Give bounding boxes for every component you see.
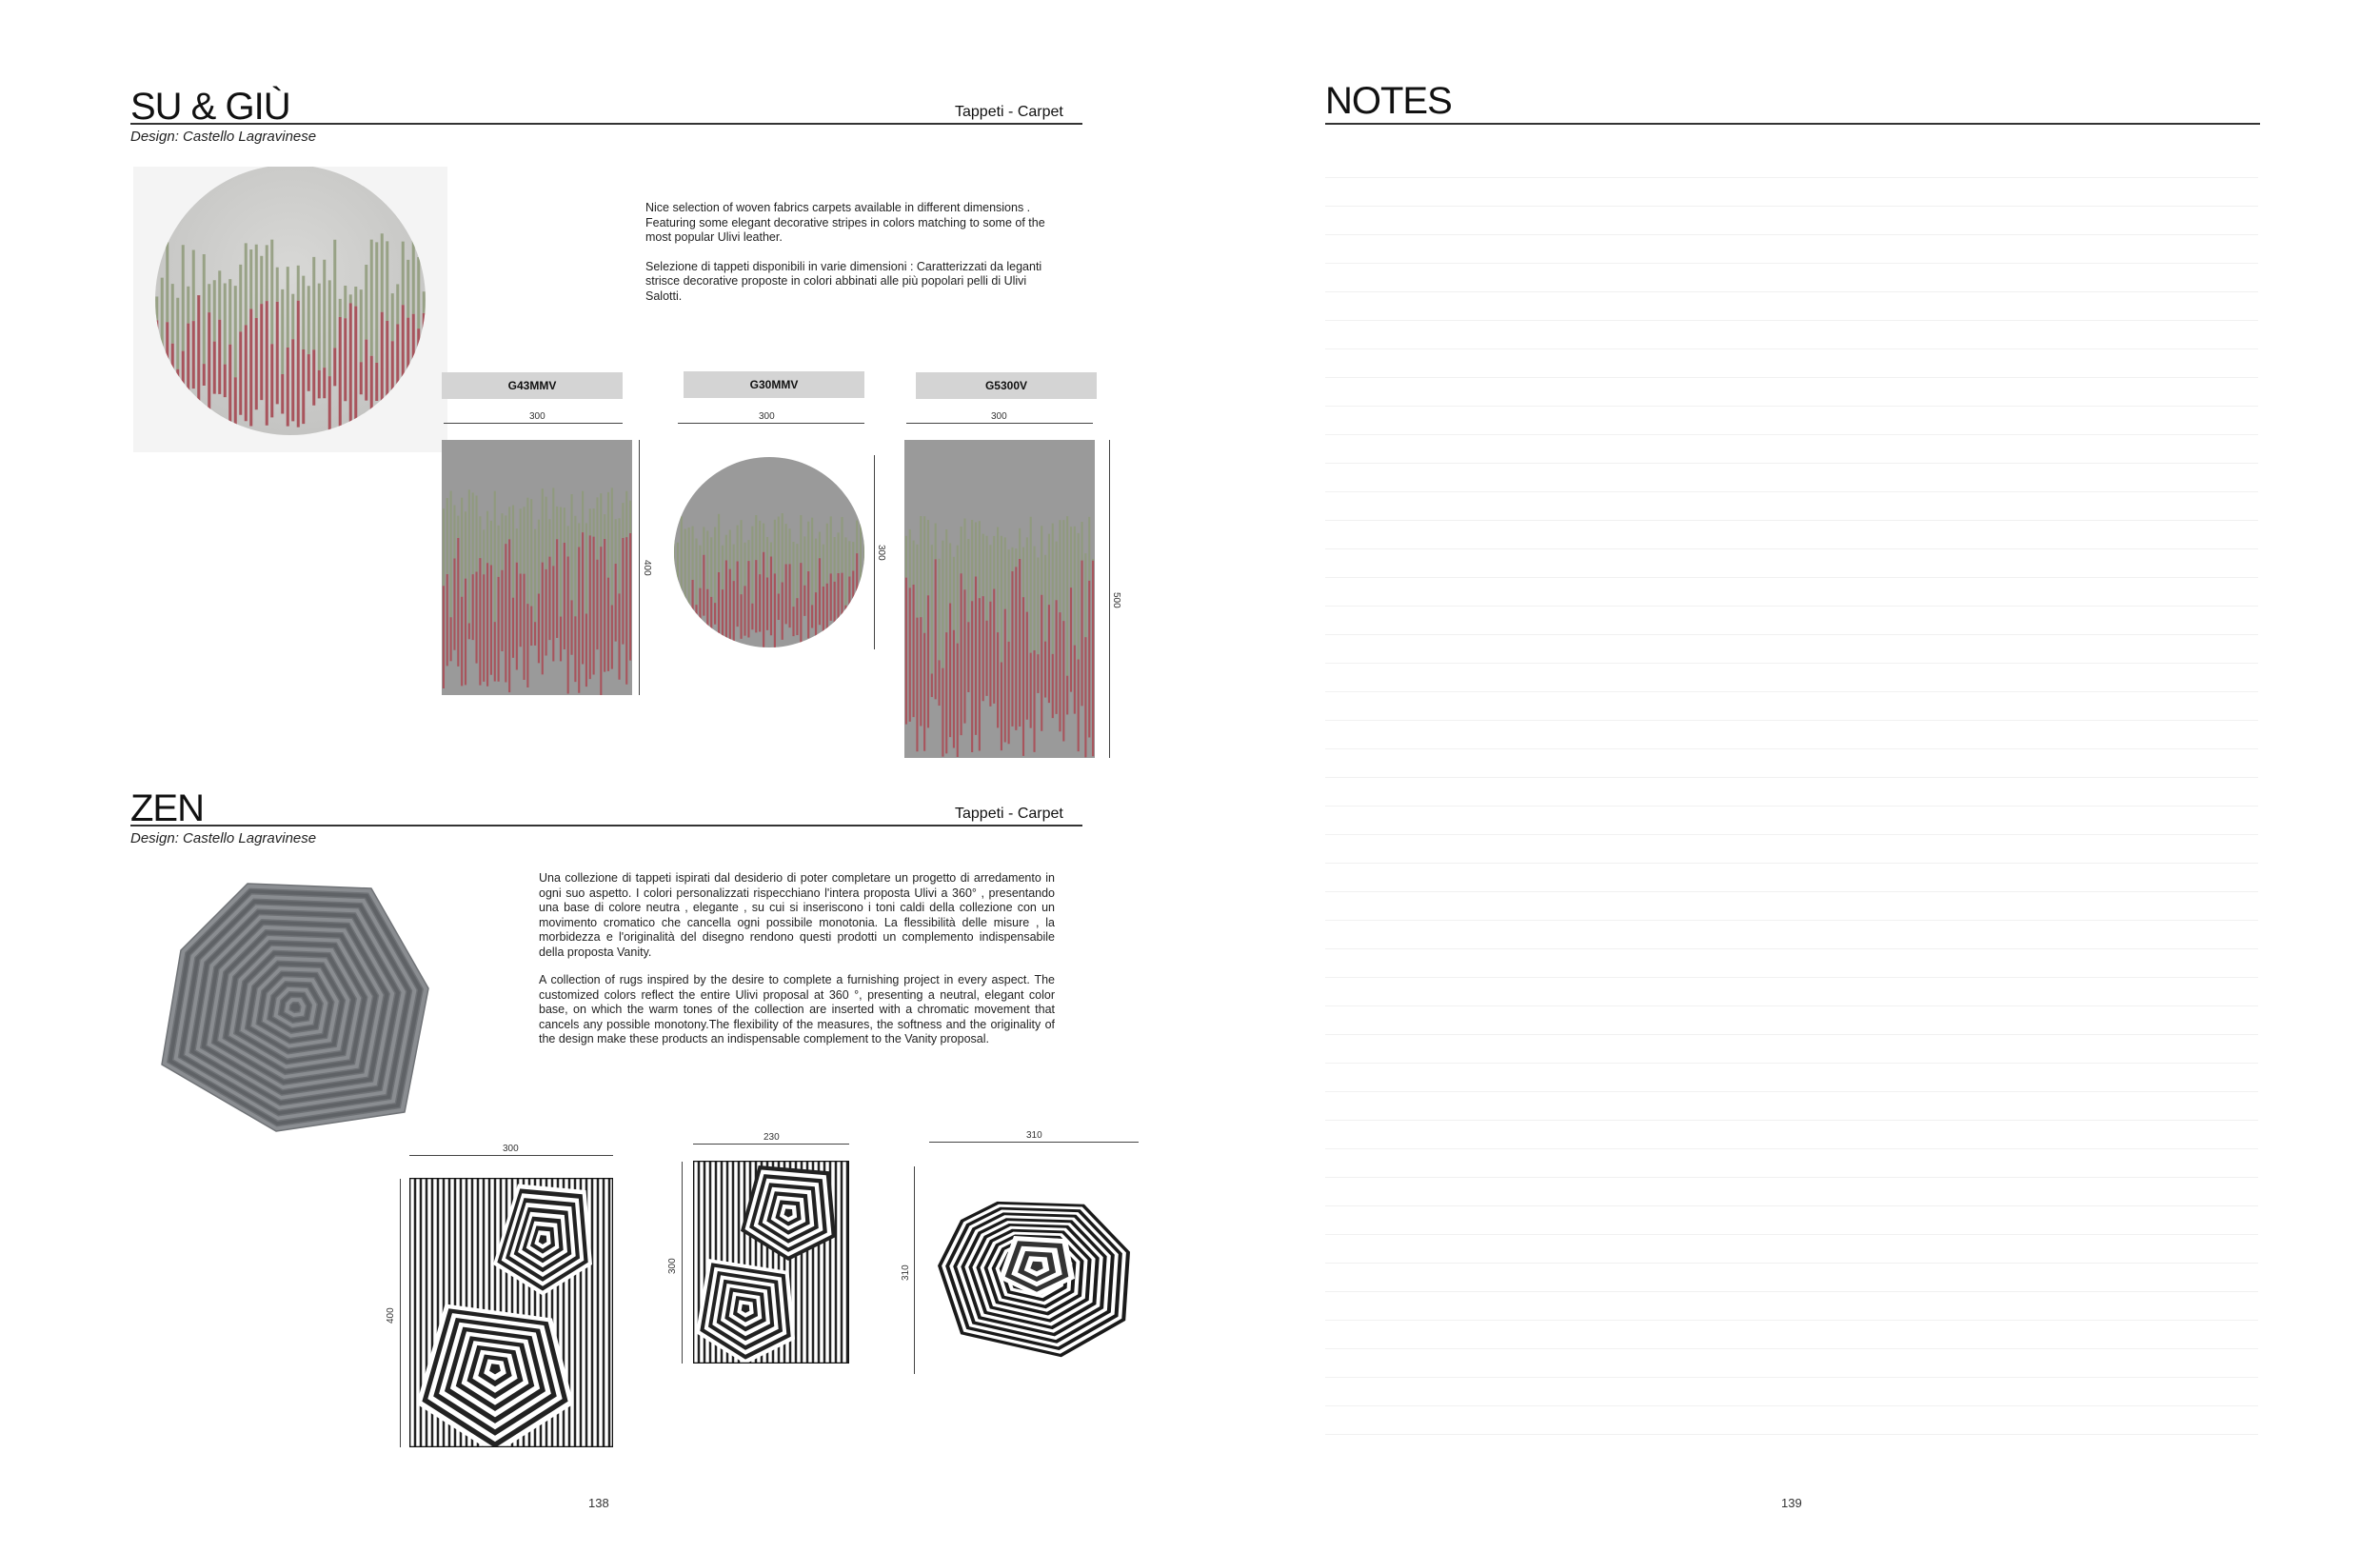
width-dimension: 300	[503, 1144, 519, 1154]
notes-line	[1325, 320, 2258, 321]
width-dimension-line	[906, 423, 1093, 424]
notes-line	[1325, 891, 2258, 892]
notes-rule	[1325, 123, 2260, 125]
notes-line	[1325, 1291, 2258, 1292]
notes-line	[1325, 1091, 2258, 1092]
designer-label: Design: Castello Lagravinese	[130, 830, 317, 846]
notes-line	[1325, 1205, 2258, 1206]
section-title-zen: ZEN	[130, 787, 204, 829]
notes-line	[1325, 463, 2258, 464]
width-dimension: 300	[759, 411, 775, 422]
width-dimension-line	[929, 1142, 1139, 1143]
rug-drawing-g43mmv	[442, 440, 632, 695]
notes-line	[1325, 177, 2258, 178]
zen-rug-drawing-3	[927, 1164, 1140, 1377]
width-dimension: 310	[1026, 1130, 1042, 1141]
description-it: Una collezione di tappeti ispirati dal desiderio di poter completare un progetto di arredamento in ogni suo aspetto. I colori personalizzati rispecchiano l'intera proposta Ulivi a 360° , presentando una base di colore neutra , elegante , su cui si inseriscono i toni caldi della collezione con un movimento cromatico che cancella ogni possibile monotonia. La flessibilità delle misure , la morbidezza e l'originalità del disegno rendono questi prodotti un complemento indispensabile della proposta Vanity.	[539, 871, 1055, 959]
height-dimension: 310	[901, 1264, 911, 1281]
notes-line	[1325, 1063, 2258, 1064]
variant-code-g5300v: G5300V	[916, 372, 1097, 399]
width-dimension: 230	[764, 1132, 780, 1143]
notes-line	[1325, 348, 2258, 349]
notes-line	[1325, 1263, 2258, 1264]
notes-line	[1325, 577, 2258, 578]
height-dimension-line	[874, 455, 875, 649]
notes-line	[1325, 720, 2258, 721]
description-en: Nice selection of woven fabrics carpets available in different dimensions . Featuring some elegant decorative stripes in colors matching to some of the most popular Ulivi leather.	[645, 201, 1045, 244]
notes-line	[1325, 777, 2258, 778]
notes-line	[1325, 663, 2258, 664]
designer-label: Design: Castello Lagravinese	[130, 129, 317, 145]
height-dimension-line	[1109, 440, 1110, 758]
page-number: 139	[1781, 1496, 1802, 1510]
notes-line	[1325, 1005, 2258, 1006]
variant-code-g43mmv: G43MMV	[442, 372, 623, 399]
category-label: Tappeti - Carpet	[955, 806, 1063, 822]
width-dimension-line	[409, 1155, 613, 1156]
zen-rug-drawing-2	[693, 1161, 849, 1364]
zen-rug-drawing-1	[409, 1178, 613, 1447]
notes-line	[1325, 548, 2258, 549]
notes-line	[1325, 977, 2258, 978]
width-dimension-line	[693, 1144, 849, 1145]
notes-line	[1325, 863, 2258, 864]
notes-line	[1325, 434, 2258, 435]
notes-line	[1325, 634, 2258, 635]
rug-drawing-g30mmv	[672, 455, 866, 649]
notes-line	[1325, 748, 2258, 749]
notes-line	[1325, 920, 2258, 921]
notes-line	[1325, 1434, 2258, 1435]
section-title-su-giu: SU & GIÙ	[130, 86, 290, 128]
zen-rug-photo	[143, 865, 438, 1150]
notes-line	[1325, 1320, 2258, 1321]
zen-description	[539, 871, 1055, 1047]
notes-line	[1325, 234, 2258, 235]
su-giu-description	[645, 201, 1045, 304]
notes-line	[1325, 1148, 2258, 1149]
page-number: 138	[588, 1496, 609, 1510]
width-dimension-line	[444, 423, 623, 424]
notes-line	[1325, 1120, 2258, 1121]
round-rug-photo	[133, 167, 447, 452]
height-dimension-line	[639, 440, 640, 695]
notes-line	[1325, 948, 2258, 949]
notes-line	[1325, 491, 2258, 492]
height-dimension-line	[682, 1162, 683, 1364]
notes-line	[1325, 520, 2258, 521]
description-en: A collection of rugs inspired by the desire to complete a furnishing project in every aspect. The customized colors reflect the entire Ulivi proposal at 360 °, presenting a neutral, elegant color base, on which the warm tones of the collection are inserted with a chromatic movement that cancels any possible monotony.The flexibility of the measures, the softness and the originality of the design make these products an indispensable complement to the Vanity proposal.	[539, 973, 1055, 1045]
notes-line	[1325, 1377, 2258, 1378]
height-dimension: 300	[876, 545, 886, 561]
notes-line	[1325, 1348, 2258, 1349]
height-dimension-line	[400, 1179, 401, 1447]
title-rule	[130, 825, 1082, 826]
notes-line	[1325, 834, 2258, 835]
height-dimension: 400	[642, 560, 652, 576]
category-label: Tappeti - Carpet	[955, 104, 1063, 120]
notes-line	[1325, 291, 2258, 292]
notes-line	[1325, 1034, 2258, 1035]
notes-line	[1325, 377, 2258, 378]
height-dimension: 300	[667, 1258, 678, 1274]
height-dimension-line	[914, 1166, 915, 1374]
width-dimension: 300	[991, 411, 1007, 422]
notes-line	[1325, 406, 2258, 407]
description-it: Selezione di tappeti disponibili in varie dimensioni : Caratterizzati da leganti strisce decorative proposte in colori abbinati alle più popolari pelli di Ulivi Salotti.	[645, 259, 1042, 303]
notes-line	[1325, 1234, 2258, 1235]
variant-code-g30mmv: G30MMV	[684, 371, 864, 398]
notes-line	[1325, 263, 2258, 264]
notes-title: NOTES	[1325, 80, 1452, 122]
notes-line	[1325, 206, 2258, 207]
height-dimension: 400	[386, 1307, 396, 1324]
notes-line	[1325, 1405, 2258, 1406]
width-dimension: 300	[529, 411, 545, 422]
title-rule	[130, 123, 1082, 125]
rug-drawing-g5300v	[904, 440, 1095, 758]
height-dimension: 500	[1111, 592, 1121, 608]
notes-line	[1325, 691, 2258, 692]
notes-line	[1325, 1177, 2258, 1178]
notes-line	[1325, 606, 2258, 607]
width-dimension-line	[678, 423, 864, 424]
